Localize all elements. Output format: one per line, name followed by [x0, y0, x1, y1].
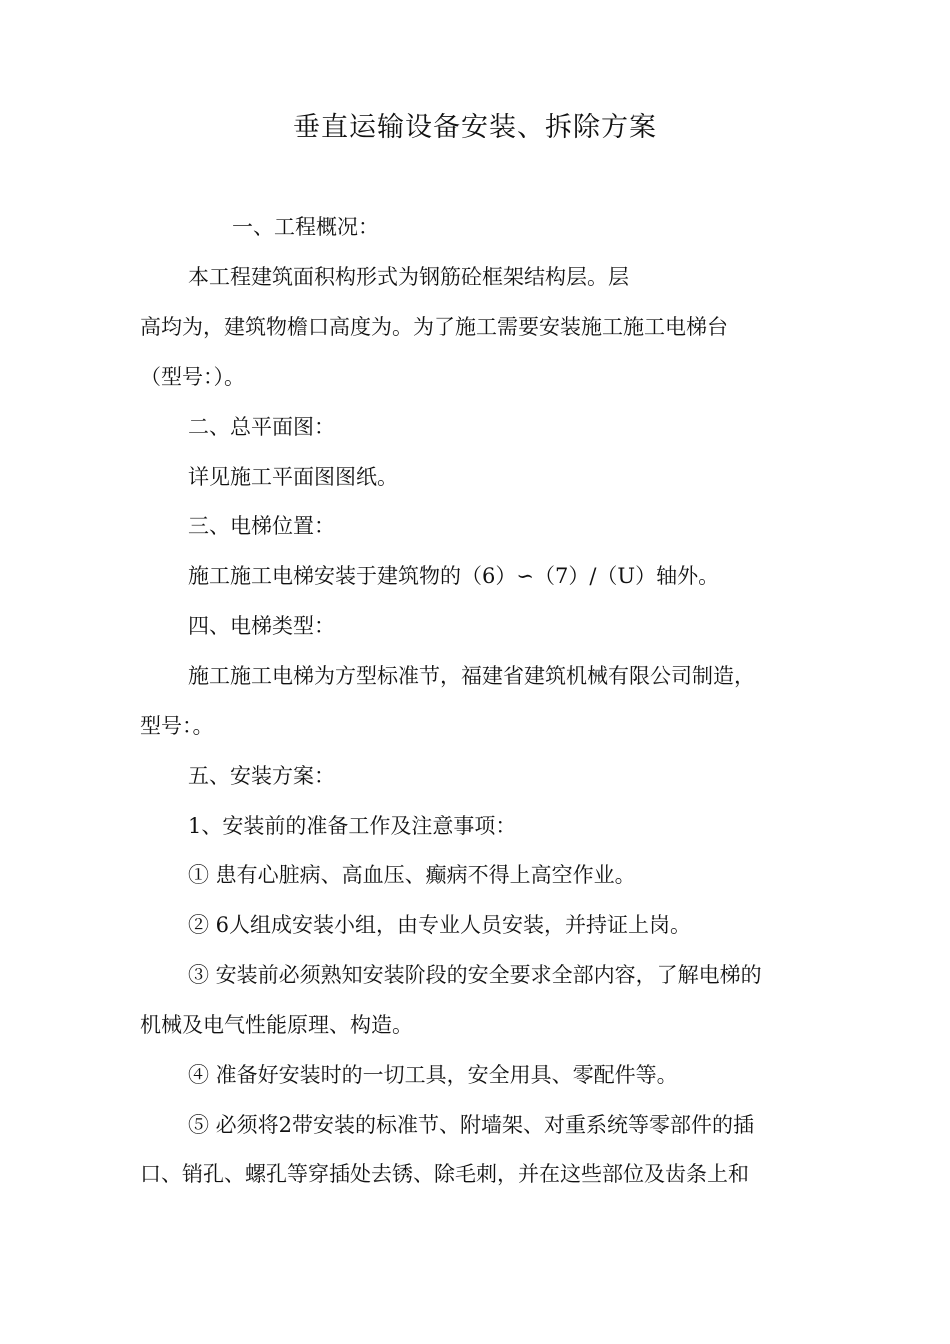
list-item-continuation: 机械及电气性能原理、构造。 — [140, 1013, 413, 1037]
paragraph-line: 详见施工平面图图纸。 — [188, 465, 398, 489]
list-item: ④ 准备好安装时的一切工具，安全用具、零配件等。 — [188, 1063, 678, 1087]
list-item-continuation: 口、销孔、螺孔等穿插处去锈、除毛刺，并在这些部位及齿条上和 — [140, 1162, 749, 1186]
list-item: ⑤ 必须将2带安装的标准节、附墙架、对重系统等零部件的插 — [188, 1113, 755, 1137]
paragraph-line: 施工施工电梯安装于建筑物的（6）∽（7）/（U）轴外。 — [188, 564, 720, 588]
section-heading-overview: 一、工程概况： — [232, 215, 379, 239]
section-heading-elevator-position: 三、电梯位置： — [188, 514, 335, 538]
subsection-heading: 1、安装前的准备工作及注意事项： — [188, 814, 517, 838]
list-item: ② 6人组成安装小组，由专业人员安装，并持证上岗。 — [188, 913, 692, 937]
paragraph-line: （型号：）。 — [140, 365, 245, 389]
paragraph-line: 型号：。 — [140, 714, 214, 738]
list-item: ③ 安装前必须熟知安装阶段的安全要求全部内容，了解电梯的 — [188, 963, 762, 987]
paragraph-line: 本工程建筑面积构形式为钢筋砼框架结构层。层 — [188, 265, 629, 289]
section-heading-installation-plan: 五、安装方案： — [188, 764, 335, 788]
document-title: 垂直运输设备安装、拆除方案 — [293, 112, 657, 143]
paragraph-line: 施工施工电梯为方型标准节，福建省建筑机械有限公司制造， — [188, 664, 755, 688]
list-item: ① 患有心脏病、高血压、癫病不得上高空作业。 — [188, 863, 636, 887]
paragraph-line: 高均为，建筑物檐口高度为。为了施工需要安装施工施工电梯台 — [140, 315, 728, 339]
section-heading-site-plan: 二、总平面图： — [188, 415, 335, 439]
section-heading-elevator-type: 四、电梯类型： — [188, 614, 335, 638]
